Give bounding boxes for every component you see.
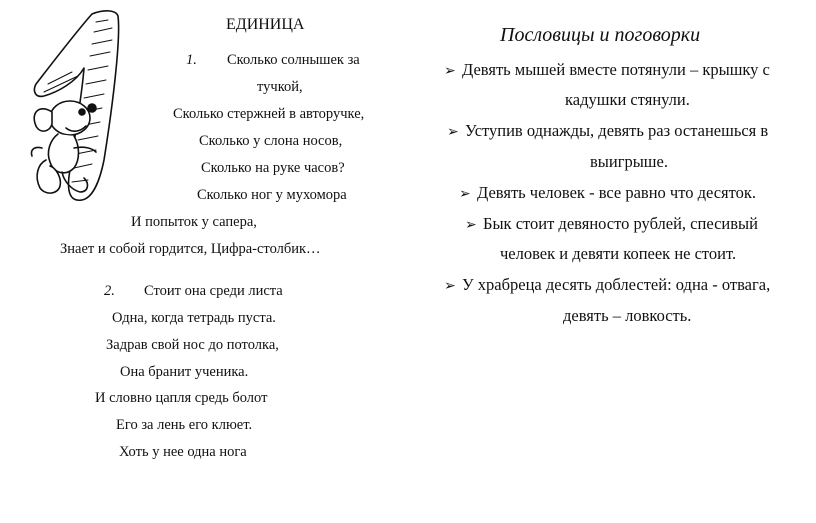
page-heading: ЕДИНИЦА	[226, 16, 305, 33]
arrow-bullet-icon: ➢	[459, 186, 471, 202]
arrow-bullet-icon: ➢	[444, 63, 456, 79]
poem-line: Стоит она среди листа	[144, 283, 283, 299]
poem-line: Сколько у слона носов,	[199, 133, 343, 149]
poem-line: тучкой,	[257, 79, 303, 95]
proverbs-title: Пословицы и поговорки	[500, 24, 701, 46]
poem-line: Сколько солнышек за	[227, 52, 360, 68]
poem-line: Сколько ног у мухомора	[197, 187, 347, 203]
poem-number: 1.	[186, 52, 197, 68]
proverb-text: Девять мышей вместе потянули – крышку с	[462, 60, 770, 79]
proverb-text: Девять человек - все равно что десяток.	[477, 183, 757, 202]
poem-line: И словно цапля средь болот	[95, 390, 268, 406]
proverb-text: Бык стоит девяносто рублей, спесивый	[483, 214, 758, 233]
poem-line: Задрав свой нос до потолка,	[106, 337, 279, 353]
proverb-text: Уступив однажды, девять раз останешься в	[465, 121, 769, 140]
poem-number: 2.	[104, 283, 115, 299]
poem-line: Знает и собой гордится, Цифра-столбик…	[60, 241, 321, 257]
poem-line: Его за лень его клюет.	[116, 417, 253, 433]
arrow-bullet-icon: ➢	[465, 217, 477, 233]
proverb-item	[444, 62, 770, 79]
poem-line: Она бранит ученика.	[120, 364, 249, 380]
poem-line: Сколько на руке часов?	[201, 160, 345, 176]
proverb-continuation: девять – ловкость.	[563, 306, 692, 325]
arrow-bullet-icon: ➢	[447, 124, 459, 140]
poem-line: Сколько стержней в авторучке,	[173, 106, 365, 122]
proverb-continuation: человек и девяти копеек не стоит.	[500, 244, 737, 263]
proverb-item	[447, 123, 768, 140]
proverb-continuation: кадушки стянули.	[565, 90, 690, 109]
proverb-item	[444, 277, 770, 294]
poem-line: Одна, когда тетрадь пуста.	[112, 310, 276, 326]
arrow-bullet-icon: ➢	[444, 278, 456, 294]
proverb-item	[465, 216, 758, 233]
proverb-item	[459, 185, 756, 202]
poem-line: И попыток у сапера,	[131, 214, 257, 230]
proverb-continuation: выигрыше.	[590, 152, 668, 171]
puppy-icon	[31, 101, 96, 193]
poem-line: Хоть у нее одна нога	[119, 444, 247, 460]
proverb-text: У храбреца десять доблестей: одна - отвага,	[462, 275, 771, 294]
